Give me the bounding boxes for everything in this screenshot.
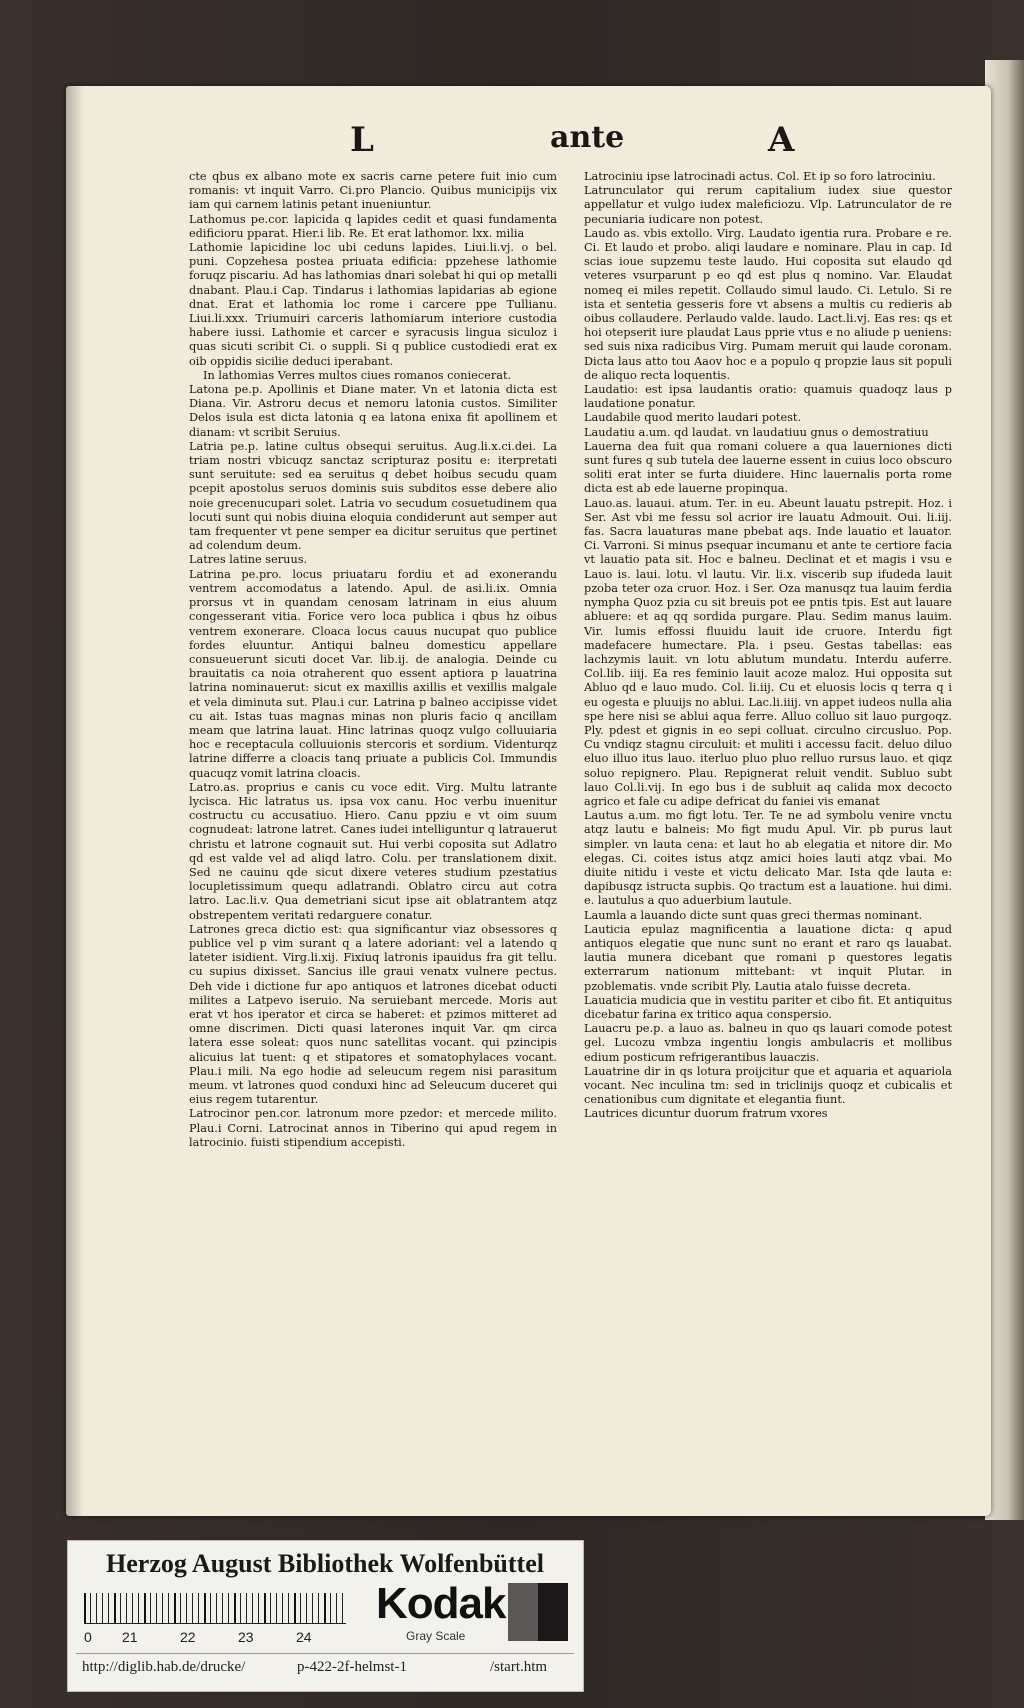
running-head-right: A (768, 120, 795, 160)
right-text-column (584, 170, 952, 1122)
library-name: Herzog August Bibliothek Wolfenbüttel (106, 1549, 544, 1578)
left-entry-8: Latro.as. proprius e canis cu voce edit. Virg. Multu latrante lycisca. Hic latratus us. ipsa vox canu. Hoc verbu inuenitur costructu cu accusatiuo. Hiero. Canu ppziu e vt oim suum cognudeat: latrone latret. Canes iudei intelliguntur q latrauerut christu et latrone cognauit sut. Hui verbi coposita sut Adlatro qd est valde vel ad aliqd latro. Colu. per translationem dixit. Sed ne cauinu qde sicut dixere veteres studium pzestatius locupletissimum quequ adlatrandi. Oblatro circu aut cotra latro. Lac.li.v. Qua demetriani sicut ipse ait oblatrantem atqz obstrepentem veritati redarguere conatur. (189, 780, 557, 922)
right-entry-13: Lauatrine dir in qs lotura proijcitur que et aquaria et aquariola vocant. Nec inculina tm: sed in triclinijs quoqz et cubicalis et cenationibus cum dignitate et elegantia fiunt. (584, 1064, 952, 1107)
running-head-middle: ante (550, 120, 625, 155)
left-entry-7: Latrina pe.pro. locus priuataru fordiu et ad exonerandu ventrem accomodatus a latendo. Apul. de asi.li.ix. Omnia prorsus vt in quandam cenosam latrinam in eius aluum congesserant vitia. Forice vero loca publica i qbus hz oibus ventrem exonerare. Cloaca locus cauus nucupat quo publice fordes eluuntur. Antiqui balneu domesticu appellare consueuerunt sicuti docet Var. lib.ij. de analogia. Deinde cu brauitatis ca noia otraherent quo essent aptiora p lauatrina latrina nominauerut: sicut ex maxillis axillis et vexillis malgale et vela diminuta sut. Plau.i cur. Latrina p balneo accipisse videt cu ait. Istas tuas magnas minas non pluris facio q ancillam meam que latrina lauat. Hinc latrinas quoqz vulgo colluuiaria hoc e receptacula colluuionis stercoris et sordium. Videnturqz latrine differre a cloacis tanq priuate a publicis Col. Immundis quacuqz vomit latrina cloacis. (189, 567, 557, 780)
right-entry-1: Latrunculator qui rerum capitalium iudex siue questor appellatur et vulgo iudex maleficiozu. Vlp. Latrunculator de re pecuniaria iudicare non potest. (584, 184, 952, 226)
right-entry-14: Lautrices dicuntur duorum fratrum vxores (584, 1107, 828, 1121)
scale-ruler-major-ticks (84, 1593, 346, 1623)
left-entry-4: Latona pe.p. Apollinis et Diane mater. Vn et latonia dicta est Diana. Vir. Astroru decus et nemoru latonia custos. Similiter Delos isula est dicta latonia q ea latona enixa fit apollinem et dianam: vt scribit Seruius. (189, 383, 557, 439)
ruler-number: 24 (296, 1629, 312, 1645)
left-entry-6: Latres latine seruus. (189, 553, 308, 567)
black-patch (538, 1583, 568, 1641)
kodak-logo: Kodak (376, 1579, 506, 1628)
left-text-column (189, 170, 557, 1150)
right-entry-6: Lauerna dea fuit qua romani coluere a qua lauerniones dicti sunt fures q sub tutela dee lauerne essent in cuius loco obscuro soliti erat inter se furta diuidere. Hinc lauernalis porta rome dicta est ab ede lauerne propinqua. (584, 439, 952, 496)
left-entry-2: Lathomie lapicidine loc ubi ceduns lapides. Liui.li.vj. o bel. puni. Copzehesa postea priuata edificia: ppzehese lathomie foruqz piscariu. Ad has lathomias dnari solebat hi qui op metalli dnabant. Plau.i Cap. Tindarus i lathomias lapidarias ab egione dnat. Erat et lathomia loc rome i carcere ppe Tullianu. Liui.li.xxx. Triumuiri carceris lathomiarum interiore custodia habere iussi. Lathomie et carcer e syracusis lingua siculoz i quas sicuti scribit Ci. o suppli. Si q publice custodiedi erat ex oib oppidis sicilie deduci iperabant. (189, 241, 557, 368)
ruler-number: 0 (84, 1629, 92, 1645)
ruler-number: 22 (180, 1629, 196, 1645)
shelfmark: p-422-2f-helmst-1 (297, 1659, 407, 1675)
right-entry-12: Lauacru pe.p. a lauo as. balneu in quo qs lauari comode potest gel. Lucozu vmbza ingentiu longis ambulacris et mollibus edium posticum refrigerantibus lauaczis. (584, 1022, 952, 1064)
right-entry-4: Laudabile quod merito laudari potest. (584, 411, 802, 425)
ruler-number: 23 (238, 1629, 254, 1645)
left-entry-10: Latrocinor pen.cor. latronum more pzedor: et mercede milito. Plau.i Corni. Latrocinat annos in Tiberino qui apud regem in latrocinio. fuisti stipendium accepisti. (189, 1107, 557, 1149)
ruler-number: 21 (122, 1629, 138, 1645)
url-base[interactable]: http://diglib.hab.de/drucke/ (82, 1659, 246, 1675)
right-entry-9: Laumla a lauando dicte sunt quas greci thermas nominant. (584, 908, 923, 922)
right-entry-10: Lauticia epulaz magnificentia a lauatione dicta: q apud antiquos elegatie que nunc sunt no erant et raro qs lauabat. lautia munera dicebant que romani p questores legatis exterrarum nationum mittebant: vt inquit Plutar. in pzoblematis. vnde scribit Ply. Lautia atalo fuisse decreta. (584, 922, 952, 993)
left-entry-9: Latrones greca dictio est: qua significantur viaz obsessores q publice vel p vim surant q a latere adoriant: vel a latendo q lateter isidient. Virg.li.xij. Fixiuq latronis ipauidus fra git tellu. cu supius dixisset. Sancius ille graui venatx vulnere pectus. Deh vide i dictione fur apo antiquos et latrones dicebat oducti milites a Latpevo iseruio. Na seruiebant mercede. Moris aut erat vt hos iperator et circa se haberet: et pzimos mitteret ad omne discrimen. Dicti quasi laterones inquit Var. qm circa latera esse soleat: quos nunc satellitas vocant. qui pzincipis alicuius lat tuent: q et stipatores et somatophylaces vocant. Plau.i mili. Na ego hodie ad seleucum regem nisi parasitum meum. vt latrones quod conduxi hinc ad Seleucum duceret qui eius regem tutarentur. (189, 922, 557, 1107)
scan-label-card (67, 1540, 584, 1692)
right-entry-8: Lautus a.um. mo figt lotu. Ter. Te ne ad symbolu venire vnctu atqz lautu e balneis: Mo figt mudu Apul. Vir. pb purus laut simpler. vn lauta cena: et laut ho ab elegatia et nitore dir. Mo elegas. Ci. coites istus atqz amici hoies lauti atqz vbai. Mo diuite nitidu i veste et victu delicato Mar. Ista qde lauta e: dapibusqz istructa supbis. Qo tractum est a lauatione. hui dimi. e. lautulus a quo aduerbium lautule. (584, 809, 952, 908)
right-entry-5: Laudatiu a.um. qd laudat. vn laudatiuu gnus o demostratiuu (584, 425, 929, 439)
label-divider (76, 1653, 574, 1654)
left-entry-0: cte qbus ex albano mote ex sacris carne petere fuit inio cum romanis: vt inquit Varro. Ci.pro Plancio. Quibus municipijs vix iam qui carnem latinis petant inueniuntur. (189, 170, 557, 212)
gray-patch (508, 1583, 538, 1641)
right-entry-2: Laudo as. vbis extollo. Virg. Laudato igentia rura. Probare e re. Ci. Et laudo et probo. aliqi laudare e nominare. Plau in cap. Id scias ioue supzemu teste laudo. Hui coposita sut elaudo qd veteres vsurparunt p eo qd est plus q nomino. Var. Elaudat nomeq ei miles repetit. Collaudo simul laudo. Ci. Letulo. Si re ista et sentetia gesseris fore vt absens a multis cu redieris ab oibus collaudere. Perlaudo valde. laudo. Lact.li.vj. Eas res: qs et hoi otepserit iure plaudat Laus pprie vtus e no aliude p ueniens: sed suis nixa radicibus Virg. Pumam meruit qui laude coronam. Dicta laus atto tou Aaov hoc e a populo q propzie laus sit populi de aliquo recta loquentis. (584, 226, 952, 382)
right-entry-7: Lauo.as. lauaui. atum. Ter. in eu. Abeunt lauatu pstrepit. Hoz. i Ser. Ast vbi me fessu sol acrior ire lauatu Admouit. Oui. li.iij. fas. Sacra lauaturas mane pbebat aqs. Inde lauatio et lauator. Ci. Varroni. Si minus psequar incumanu et ante te certiore facia vt lauatio pata sit. Hoc e balneu. Declinat et et magis i vsu e Lauo is. laui. lotu. vl lautu. Vir. li.x. viscerib sup ifudeda lauit pzoba teter oza cruor. Hoz. i Ser. Oza manusqz tua lauim ferdia nympha Quoz pzia cu sit breuis pot ee pntis tpis. Est aut lauare abluere: et aq qq sordida purgare. Plau. Sedim manus lauim. Vir. lumis effossi fluuidu lauit ide cruore. Interdu figt madefacere humectare. Pla. i pseu. Gestas tabellas: eas lachzymis lauit. vn lotu ablutum mundatu. Interdu auferre. Col.lib. iiij. Ea res feminio lauit acoze maloz. Hui opposita sut Abluo qd e lauo mudo. Col. li.iij. Cu et eluosis locis q terra q i eu ogesta e pluuijs no ablui. Lac.li.iiij. vn appet iudeos nulla alia spe here nisi se ablui aqua ferre. Alluo colluo sit lauo purgoqz. Ply. pdest et gignis in eo sepi colluat. circulno circusluo. Pop. Cu vndiqz stagnu circuluit: et muliti i accessu facit. deluo diluo eluo illuo itus lauo. iterluo pluo pluo relluo rursus lauo. et qiqz soluo repignero. Plau. Repignerat reluit vendit. Subluo subt lauo Col.li.vij. In ego bus i de subluit aq calida mox decocto agrico et fale cu adipe defricat du faniei vis emanat (584, 496, 952, 808)
left-entry-5: Latria pe.p. latine cultus obsequi seruitus. Aug.li.x.ci.dei. La triam nostri vbicuqz sanctaz scripturaz positu e: iterpretati sunt seruitute: sed ea seruitus q debet hoibus secudu quam pcepit apostolus seruos dominis suis subditos esse debere alio noie grecenucupari solet. Latria vo secudum cosuetudinem qua locuti sunt qui nobis diuina eloquia condiderunt aut semper aut tam frequenter vt pene semper ea dicitur seruitus que pertinet ad colendum deum. (189, 439, 557, 553)
left-entry-1: Lathomus pe.cor. lapicida q lapides cedit et quasi fundamenta edificioru pparat. Hier.i lib. Re. Et erat lathomor. lxx. milia (189, 212, 557, 240)
right-entry-11: Lauaticia mudicia que in vestitu pariter et cibo fit. Et antiquitus dicebatur farina ex tritico aqua conspersio. (584, 993, 952, 1021)
grayscale-label: Gray Scale (406, 1629, 466, 1643)
page-gutter-shadow (66, 86, 84, 1516)
right-entry-0: Latrociniu ipse latrocinadi actus. Col. Et ip so foro latrociniu. (584, 170, 936, 183)
url-page[interactable]: /start.htm (490, 1659, 548, 1675)
left-entry-3: In lathomias Verres multos ciues romanos coniecerat. (203, 368, 512, 382)
running-head-left: L (350, 120, 374, 160)
right-entry-3: Laudatio: est ipsa laudantis oratio: quamuis quadoqz laus p laudatione ponatur. (584, 383, 952, 411)
